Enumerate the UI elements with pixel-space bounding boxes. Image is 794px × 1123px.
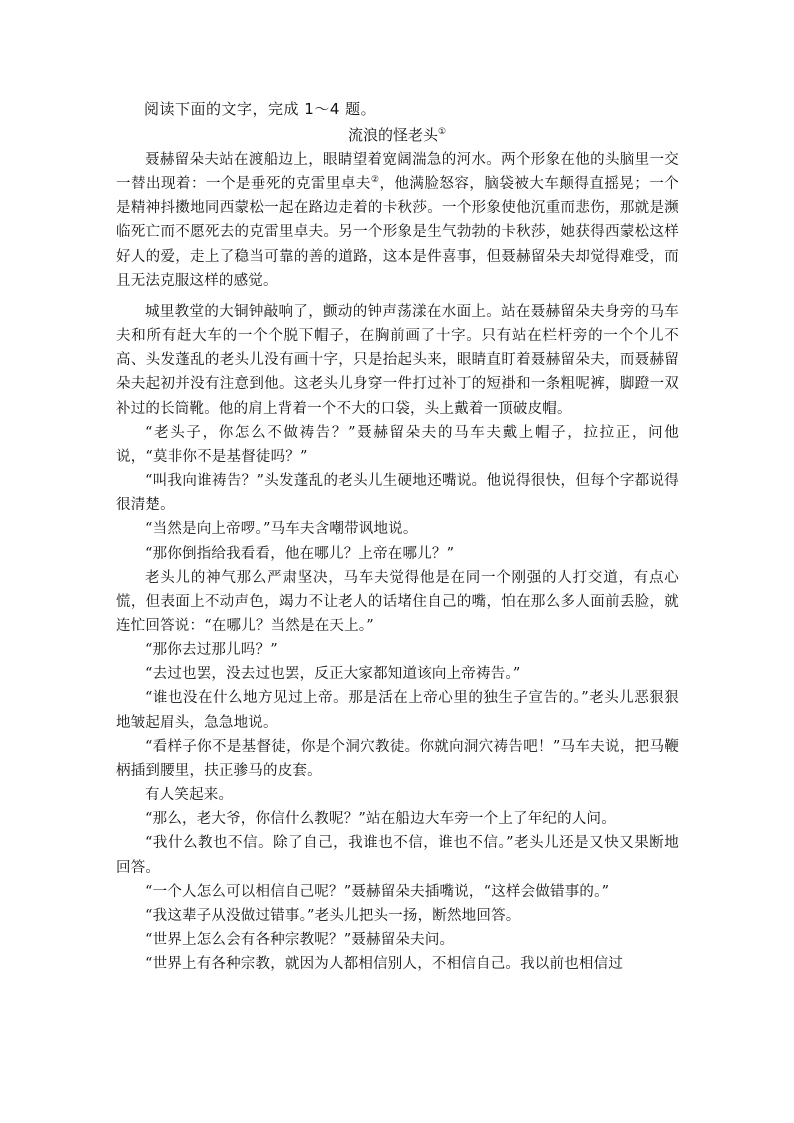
paragraph: “那么，老大爷，你信什么教呢？”站在船边大车旁一个上了年纪的人问。 — [145, 811, 616, 828]
paragraph: “叫我向谁祷告？”头发蓬乱的老头儿生硬地还嘴说。他说得很快，但每个字都说得很清楚。 — [116, 473, 679, 514]
paragraph: “老头子，你怎么不做祷告？”聂赫留朵夫的马车夫戴上帽子，拉拉正，问他说，“莫非你不是基督徒吗？” — [116, 424, 679, 465]
paragraph: “那你倒指给我看看，他在哪儿？上帝在哪儿？” — [145, 545, 455, 562]
footnote-marker: ② — [370, 175, 380, 186]
paragraph: “当然是向上帝啰。”马车夫含嘲带讽地说。 — [145, 521, 418, 538]
reading-instruction: 阅读下面的文字，完成 1～4 题。 — [144, 100, 377, 118]
title-text: 流浪的怪老头 — [347, 126, 438, 144]
paragraph: “去过也罢，没去过也罢，反正大家都知道该向上帝祷告。” — [145, 666, 521, 683]
paragraph: “我什么教也不信。除了自己，我谁也不信，谁也不信。”老头儿还是又快又果断地回答。 — [116, 835, 679, 876]
paragraph: “我这辈子从没做过错事。”老头儿把头一扬，断然地回答。 — [145, 907, 521, 924]
passage-body — [116, 148, 679, 976]
paragraph: “那你去过那儿吗？” — [145, 642, 278, 659]
paragraph: “谁也没在什么地方见过上帝。那是活在上帝心里的独生子宣告的。”老头儿恶狠狠地皱起眉头，急急地说。 — [116, 690, 679, 731]
paragraph: “一个人怎么可以相信自己呢？”聂赫留朵夫插嘴说，“这样会做错事的。” — [145, 883, 610, 900]
paragraph: “世界上有各种宗教，就因为人都相信别人，不相信自己。我以前也相信过 — [145, 956, 624, 973]
paragraph-text: 聂赫留朵夫站在渡船边上，眼睛望着宽阔湍急的河水。两个形象在他的头脑里一交一替出现着：一个是垂死的克雷里卓夫 — [116, 152, 679, 193]
paragraph — [116, 148, 679, 293]
passage-title — [0, 124, 794, 145]
paragraph: “世界上怎么会有各种宗教呢？”聂赫留朵夫问。 — [145, 932, 455, 948]
paragraph: 老头儿的神气那么严肃坚决，马车夫觉得他是在同一个刚强的人打交道，有点心慌，但表面上不动声色，竭力不让老人的话堵住自己的嘴，怕在那么多人面前丢脸，就连忙回答说：“在哪儿？当然是在天上。” — [116, 569, 679, 634]
paragraph-text: ，他满脸怒容，脑袋被大车颠得直摇晃；一个是精神抖擞地同西蒙松一起在路边走着的卡秋莎。一个形象使他沉重而悲伤，那就是濒临死亡而不愿死去的克雷里卓夫。另一个形象是生气勃勃的卡秋莎，她获得西蒙松这样好人的爱，走上了稳当可靠的善的道路，这本是件喜事，但聂赫留朵夫却觉得难受，而且无法克服这样的感觉。 — [116, 176, 679, 289]
paragraph: 城里教堂的大铜钟敲响了，颤动的钟声荡漾在水面上。站在聂赫留朵夫身旁的马车夫和所有赶大车的一个个脱下帽子，在胸前画了十字。只有站在栏杆旁的一个个儿不高、头发蓬乱的老头儿没有画十字，只是抬起头来，眼睛直盯着聂赫留朵夫，而聂赫留朵夫起初并没有注意到他。这老头儿身穿一件打过补丁的短褂和一条粗呢裤，脚蹬一双补过的长筒靴。他的肩上背着一个不大的口袋，头上戴着一顶破皮帽。 — [116, 303, 679, 417]
paragraph: 有人笑起来。 — [145, 787, 234, 804]
paragraph: “看样子你不是基督徒，你是个洞穴教徒。你就向洞穴祷告吧！”马车夫说，把马鞭柄插到腰里，扶正骖马的皮套。 — [116, 738, 679, 779]
title-footnote-marker: ① — [437, 127, 447, 137]
